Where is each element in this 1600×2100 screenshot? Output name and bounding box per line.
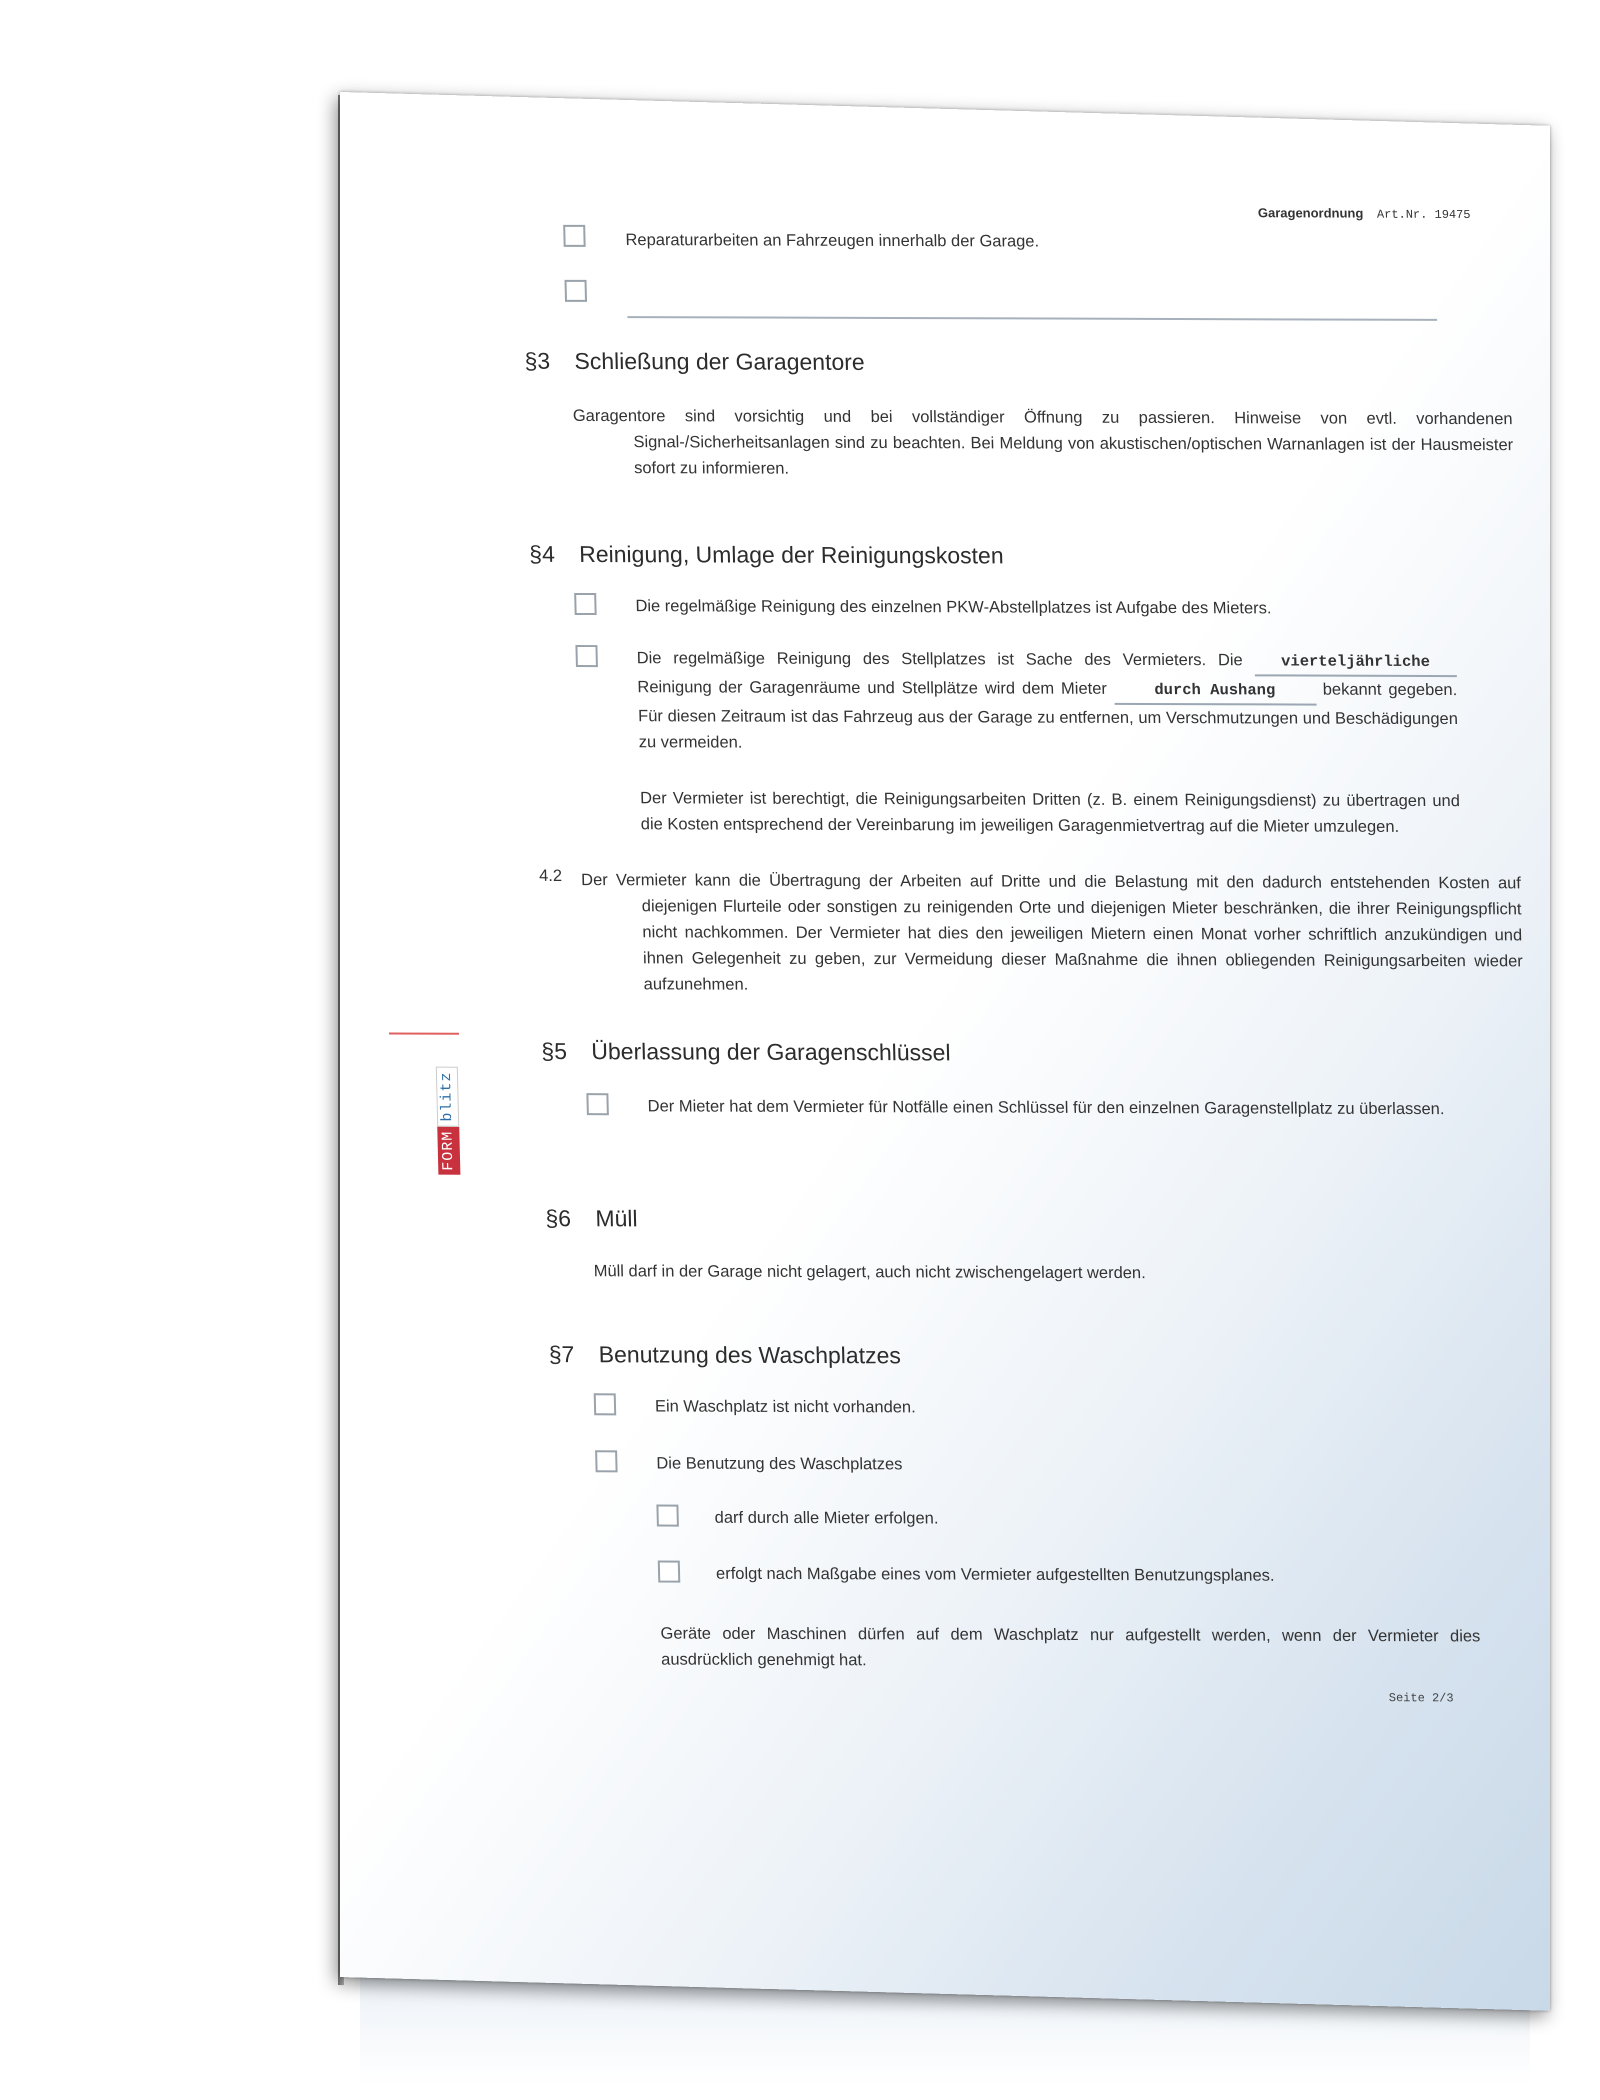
checkbox-all-tenants[interactable] xyxy=(656,1505,679,1527)
section-number: §7 xyxy=(548,1341,575,1368)
section-4-paragraph: Der Vermieter ist berechtigt, die Reinigungsarbeiten Dritten (z. B. einem Reinigungsdienst) zu übertragen und die Kosten entsprechend der Vereinbarung im jeweiligen Garagenmietvertrag auf die Mieter umzulegen. xyxy=(639,789,1461,836)
section-6-text: Müll darf in der Garage nicht gelagert, auch nicht zwischengelagert werden. xyxy=(593,1262,1146,1283)
section-5-option-1: Der Mieter hat dem Vermieter für Notfälle einen Schlüssel für den einzelnen Garagenstellplatz zu überlassen. xyxy=(647,1097,1445,1119)
checkbox-no-washplace[interactable] xyxy=(594,1393,617,1415)
page-number: Seite 2/3 xyxy=(1388,1691,1454,1706)
page-header xyxy=(1258,205,1471,222)
section-4-option-2 xyxy=(636,645,1458,758)
option-text: bekannt gegeben. Für diesen Zeitraum ist das Fahrzeug aus der Garage zu entfernen, um Verschmutzungen und Beschädigungen zu vermeiden. xyxy=(637,680,1459,752)
checkbox-cleaning-tenant[interactable] xyxy=(574,593,597,615)
subsection-4-2-text: Der Vermieter kann die Übertragung der Arbeiten auf Dritte und die Belastung mit den dadurch entstehenden Kosten auf diejenigen Flurteile oder sonstigen zu reinigenden Orte und diejenigen Mieter beschränken, die ihrer Reinigungspflicht nicht nachkommen. Der Vermieter hat dies den jeweiligen Mietern einen Monat vorher schriftlich anzukündigen und ihnen Gelegenheit zu geben, zur Vermeidung dieser Maßnahme die ihnen obliegenden Reinigungsarbeiten wieder aufzunehmen. xyxy=(580,871,1524,994)
section-number: §3 xyxy=(524,347,551,374)
logo-form-text: FORM xyxy=(437,1127,460,1175)
section-7-paragraph: Geräte oder Maschinen dürfen auf dem Waschplatz nur aufgestellt werden, wenn der Vermieter dies ausdrücklich genehmigt hat. xyxy=(660,1624,1481,1670)
section-7-option-2: Die Benutzung des Waschplatzes xyxy=(656,1454,903,1474)
intro-item-1: Reparaturarbeiten an Fahrzeugen innerhalb der Garage. xyxy=(625,231,1040,251)
section-number: §5 xyxy=(541,1037,568,1065)
checkbox-usage-plan[interactable] xyxy=(658,1561,681,1583)
blank-input-line[interactable] xyxy=(627,316,1437,321)
section-7-heading xyxy=(548,1341,901,1369)
section-7-sub-option-1: darf durch alle Mieter erfolgen. xyxy=(714,1508,939,1528)
section-6-heading xyxy=(545,1205,638,1232)
section-7-sub-option-2: erfolgt nach Maßgabe eines vom Vermieter aufgestellten Benutzungsplanes. xyxy=(715,1564,1275,1585)
option-text: Reinigung der Garagenräume und Stellplätze wird dem Mieter xyxy=(637,678,1108,698)
subsection-number: 4.2 xyxy=(538,866,563,886)
section-3-heading xyxy=(524,348,865,376)
formblitz-logo xyxy=(435,1033,460,1175)
checkbox-repair[interactable] xyxy=(563,225,586,247)
section-number: §6 xyxy=(545,1205,572,1232)
checkbox-cleaning-landlord[interactable] xyxy=(575,645,598,667)
logo-blitz-text: blitz xyxy=(436,1067,459,1127)
option-text: Die regelmäßige Reinigung des Stellplatzes ist Sache des Vermieters. Die xyxy=(636,649,1243,670)
notice-method-field[interactable]: durch Aushang xyxy=(1114,677,1317,706)
cleaning-interval-field[interactable]: vierteljährliche xyxy=(1254,648,1457,677)
section-title: Schließung der Garagentore xyxy=(574,347,865,375)
page-content xyxy=(340,92,1596,1982)
section-title: Benutzung des Waschplatzes xyxy=(598,1341,902,1369)
checkbox-washplace-usage[interactable] xyxy=(595,1450,618,1472)
section-5-heading xyxy=(541,1038,951,1066)
document-page xyxy=(340,92,1550,2011)
section-title: Überlassung der Garagenschlüssel xyxy=(591,1038,951,1066)
article-number: Art.Nr. 19475 xyxy=(1376,207,1471,222)
section-title: Müll xyxy=(595,1205,638,1232)
section-title: Reinigung, Umlage der Reinigungskosten xyxy=(578,540,1004,569)
section-7-option-1: Ein Waschplatz ist nicht vorhanden. xyxy=(654,1397,916,1417)
section-4-option-1: Die regelmäßige Reinigung des einzelnen PKW-Abstellplatzes ist Aufgabe des Mieters. xyxy=(635,597,1272,618)
section-number: §4 xyxy=(528,540,556,567)
document-title: Garagenordnung xyxy=(1257,205,1364,221)
section-3-text: Garagentore sind vorsichtig und bei vollständiger Öffnung zu passieren. Hinweise von evtl. vorhandenen Signal-/Sicherheitsanlagen sind zu beachten. Bei Meldung von akustischen/optischen Warnanlagen ist der Hausmeister sofort zu informieren. xyxy=(572,406,1514,478)
checkbox-custom[interactable] xyxy=(565,280,588,302)
section-4-heading xyxy=(529,541,1004,570)
checkbox-key[interactable] xyxy=(586,1093,609,1115)
